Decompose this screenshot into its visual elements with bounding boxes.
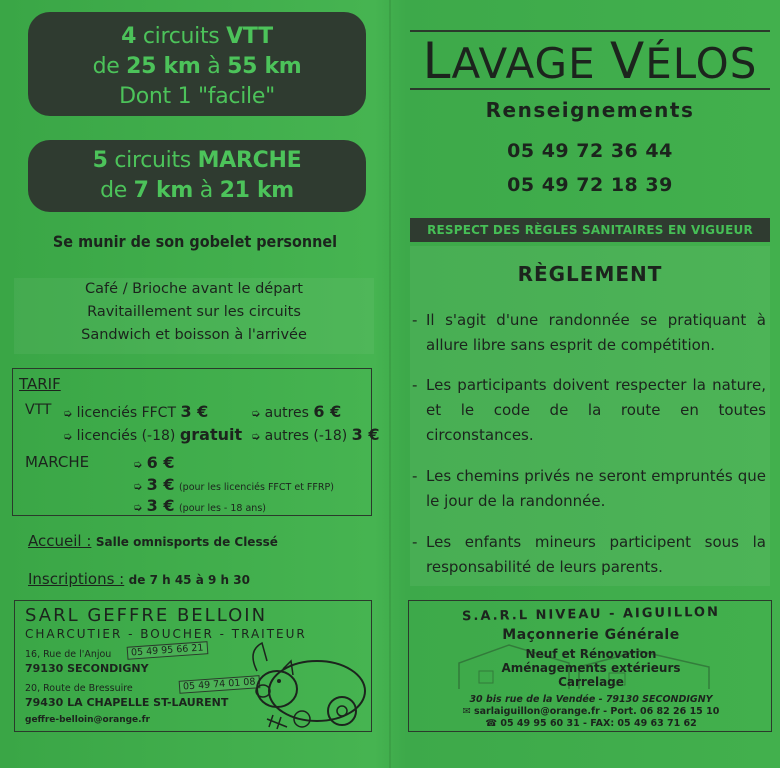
arrow-icon: ➭ bbox=[133, 480, 143, 493]
tarif-vtt-autres18-label: autres (-18) bbox=[264, 428, 348, 444]
tarif-marche-price-1: 6 € bbox=[146, 453, 175, 472]
marche-circuits-word: circuits bbox=[107, 148, 198, 173]
fold-line bbox=[389, 0, 391, 768]
tarif-vtt-ffct-price: 3 € bbox=[180, 402, 209, 421]
phone-1: 05 49 72 36 44 bbox=[507, 140, 673, 162]
gobelet-note: Se munir de son gobelet personnel bbox=[52, 232, 338, 251]
arrow-icon: ➭ bbox=[63, 430, 73, 443]
marche-line-2 bbox=[28, 176, 366, 206]
mason-line-2: Aménagements extérieurs bbox=[501, 661, 681, 675]
butcher-addr1-street: 16, Rue de l'Anjou bbox=[25, 649, 112, 660]
rule-2-text: Les participants doivent respecter la nature, et le code de la route en toutes circonstances. bbox=[426, 376, 766, 444]
tarif-marche-3 bbox=[133, 496, 266, 515]
butcher-addr2-city: 79430 LA CHAPELLE ST-LAURENT bbox=[25, 696, 229, 709]
inscriptions-value: de 7 h 45 à 9 h 30 bbox=[128, 573, 250, 587]
mason-tel-fax bbox=[409, 718, 773, 729]
rule-dash: - bbox=[412, 376, 418, 394]
rule-1 bbox=[412, 308, 766, 358]
mason-name: S.A.R.L NIVEAU - AIGUILLON bbox=[461, 604, 721, 625]
arrow-icon: ➭ bbox=[133, 501, 143, 514]
tarif-vtt-minus18-price: gratuit bbox=[179, 425, 243, 444]
butcher-ad bbox=[14, 600, 372, 732]
butcher-trades: CHARCUTIER - BOUCHER - TRAITEUR bbox=[25, 627, 307, 641]
tarif-vtt-autres18-price: 3 € bbox=[351, 425, 380, 444]
rule-3 bbox=[412, 464, 766, 514]
tarif-vtt-autres18 bbox=[251, 425, 380, 444]
vtt-circuits-word: circuits bbox=[136, 24, 227, 49]
marche-a: à bbox=[193, 178, 220, 203]
rule-dash: - bbox=[412, 467, 418, 485]
food-info bbox=[14, 278, 374, 354]
rule-1-text: Il s'agit d'une randonnée se pratiquant à allure libre sans esprit de compétition. bbox=[426, 311, 766, 354]
butcher-addr2-street: 20, Route de Bressuire bbox=[25, 683, 133, 694]
vtt-max-km: 55 km bbox=[227, 54, 302, 79]
tarif-vtt-minus18 bbox=[63, 425, 242, 444]
title-rest-1: AVAGE bbox=[451, 39, 610, 88]
food-line-2: Ravitaillement sur les circuits bbox=[87, 304, 301, 320]
accueil-value: Salle omnisports de Clessé bbox=[95, 535, 278, 549]
tarif-vtt-label: VTT bbox=[25, 402, 52, 418]
marche-count: 5 bbox=[92, 148, 108, 173]
mason-ad bbox=[408, 600, 772, 732]
vtt-a: à bbox=[200, 54, 228, 79]
phone-2: 05 49 72 18 39 bbox=[507, 174, 673, 196]
tarif-vtt-ffct-label: licenciés FFCT bbox=[76, 405, 177, 421]
tarif-marche-note-2: (pour les licenciés FFCT et FFRP) bbox=[178, 482, 334, 493]
mason-line-3: Carrelage bbox=[558, 675, 624, 689]
butcher-addr1-phone: 05 49 95 66 21 bbox=[127, 641, 208, 660]
vtt-count: 4 bbox=[121, 24, 137, 49]
rule-4 bbox=[412, 530, 766, 580]
marche-circuits-box bbox=[28, 140, 366, 212]
title-rest-2: ÉLOS bbox=[645, 39, 758, 88]
rule-dash: - bbox=[412, 533, 418, 551]
page-title bbox=[410, 30, 770, 90]
tarif-marche-price-2: 3 € bbox=[146, 475, 175, 494]
marche-de: de bbox=[100, 178, 134, 203]
vtt-line-3: Dont 1 "facile" bbox=[119, 84, 275, 109]
mason-line-1: Neuf et Rénovation bbox=[525, 647, 657, 661]
pig-illustration bbox=[247, 631, 371, 731]
tarif-vtt-minus18-label: licenciés (-18) bbox=[76, 428, 176, 444]
butcher-addr2-phone: 05 49 74 01 08 bbox=[179, 675, 260, 694]
rule-2 bbox=[412, 373, 766, 448]
mason-trade: Maçonnerie Générale bbox=[502, 627, 680, 643]
mason-contact-text: sarlaiguillon@orange.fr - Port. 06 82 26 15 10 bbox=[473, 706, 720, 717]
inscriptions-label: Inscriptions : bbox=[28, 570, 125, 588]
arrow-icon: ➭ bbox=[63, 407, 73, 420]
vtt-de: de bbox=[92, 54, 127, 79]
reglement-title: RÈGLEMENT bbox=[517, 262, 663, 286]
vtt-circuits-box bbox=[28, 12, 366, 116]
title-cap-l: L bbox=[422, 32, 452, 90]
rule-dash: - bbox=[412, 311, 418, 329]
tarif-box bbox=[12, 368, 380, 516]
tarif-vtt-autres-price: 6 € bbox=[313, 402, 342, 421]
arrow-icon: ➭ bbox=[133, 458, 143, 471]
tarif-heading: TARIF bbox=[19, 375, 61, 393]
tarif-marche-2 bbox=[133, 475, 334, 494]
vtt-word: VTT bbox=[226, 24, 273, 49]
marche-min-km: 7 km bbox=[133, 178, 193, 203]
butcher-email: geffre-belloin@orange.fr bbox=[25, 715, 150, 725]
arrow-icon: ➭ bbox=[251, 430, 261, 443]
mason-address: 30 bis rue de la Vendée - 79130 SECONDIGNY bbox=[469, 694, 713, 705]
inscriptions-line bbox=[28, 570, 250, 588]
rule-4-text: Les enfants mineurs participent sous la responsabilité de leurs parents. bbox=[426, 533, 766, 576]
phone-icon: ☎ bbox=[485, 718, 501, 729]
butcher-addr1-city: 79130 SECONDIGNY bbox=[25, 662, 149, 675]
title-cap-v: V bbox=[610, 32, 646, 90]
tarif-marche-label: MARCHE bbox=[25, 453, 90, 471]
tarif-marche-price-3: 3 € bbox=[146, 496, 175, 515]
sanitary-rules-bar: RESPECT DES RÈGLES SANITAIRES EN VIGUEUR bbox=[410, 218, 770, 242]
arrow-icon: ➭ bbox=[251, 407, 261, 420]
mason-tel-fax-text: 05 49 95 60 31 - FAX: 05 49 63 71 62 bbox=[500, 718, 697, 729]
tarif-marche-note-3: (pour les - 18 ans) bbox=[178, 503, 266, 514]
food-line-3: Sandwich et boisson à l'arrivée bbox=[81, 327, 307, 343]
mason-contact bbox=[409, 706, 773, 717]
marche-max-km: 21 km bbox=[219, 178, 294, 203]
marche-word: MARCHE bbox=[197, 148, 302, 173]
vtt-line-2 bbox=[28, 52, 366, 82]
accueil-label: Accueil : bbox=[28, 532, 92, 550]
rule-3-text: Les chemins privés ne seront empruntés que le jour de la randonnée. bbox=[426, 467, 766, 510]
envelope-phone-icon: ✉ bbox=[462, 706, 474, 717]
renseignements-heading: Renseignements bbox=[485, 98, 695, 122]
tarif-vtt-ffct bbox=[63, 402, 208, 421]
tarif-marche-1 bbox=[133, 453, 175, 472]
tarif-vtt-autres-label: autres bbox=[264, 405, 309, 421]
food-line-1: Café / Brioche avant le départ bbox=[85, 281, 303, 297]
tarif-vtt-autres bbox=[251, 402, 341, 421]
butcher-name: SARL GEFFRE BELLOIN bbox=[25, 605, 268, 626]
marche-line-1 bbox=[28, 146, 366, 176]
vtt-line-1 bbox=[28, 22, 366, 52]
vtt-min-km: 25 km bbox=[126, 54, 201, 79]
accueil-line bbox=[28, 532, 278, 550]
